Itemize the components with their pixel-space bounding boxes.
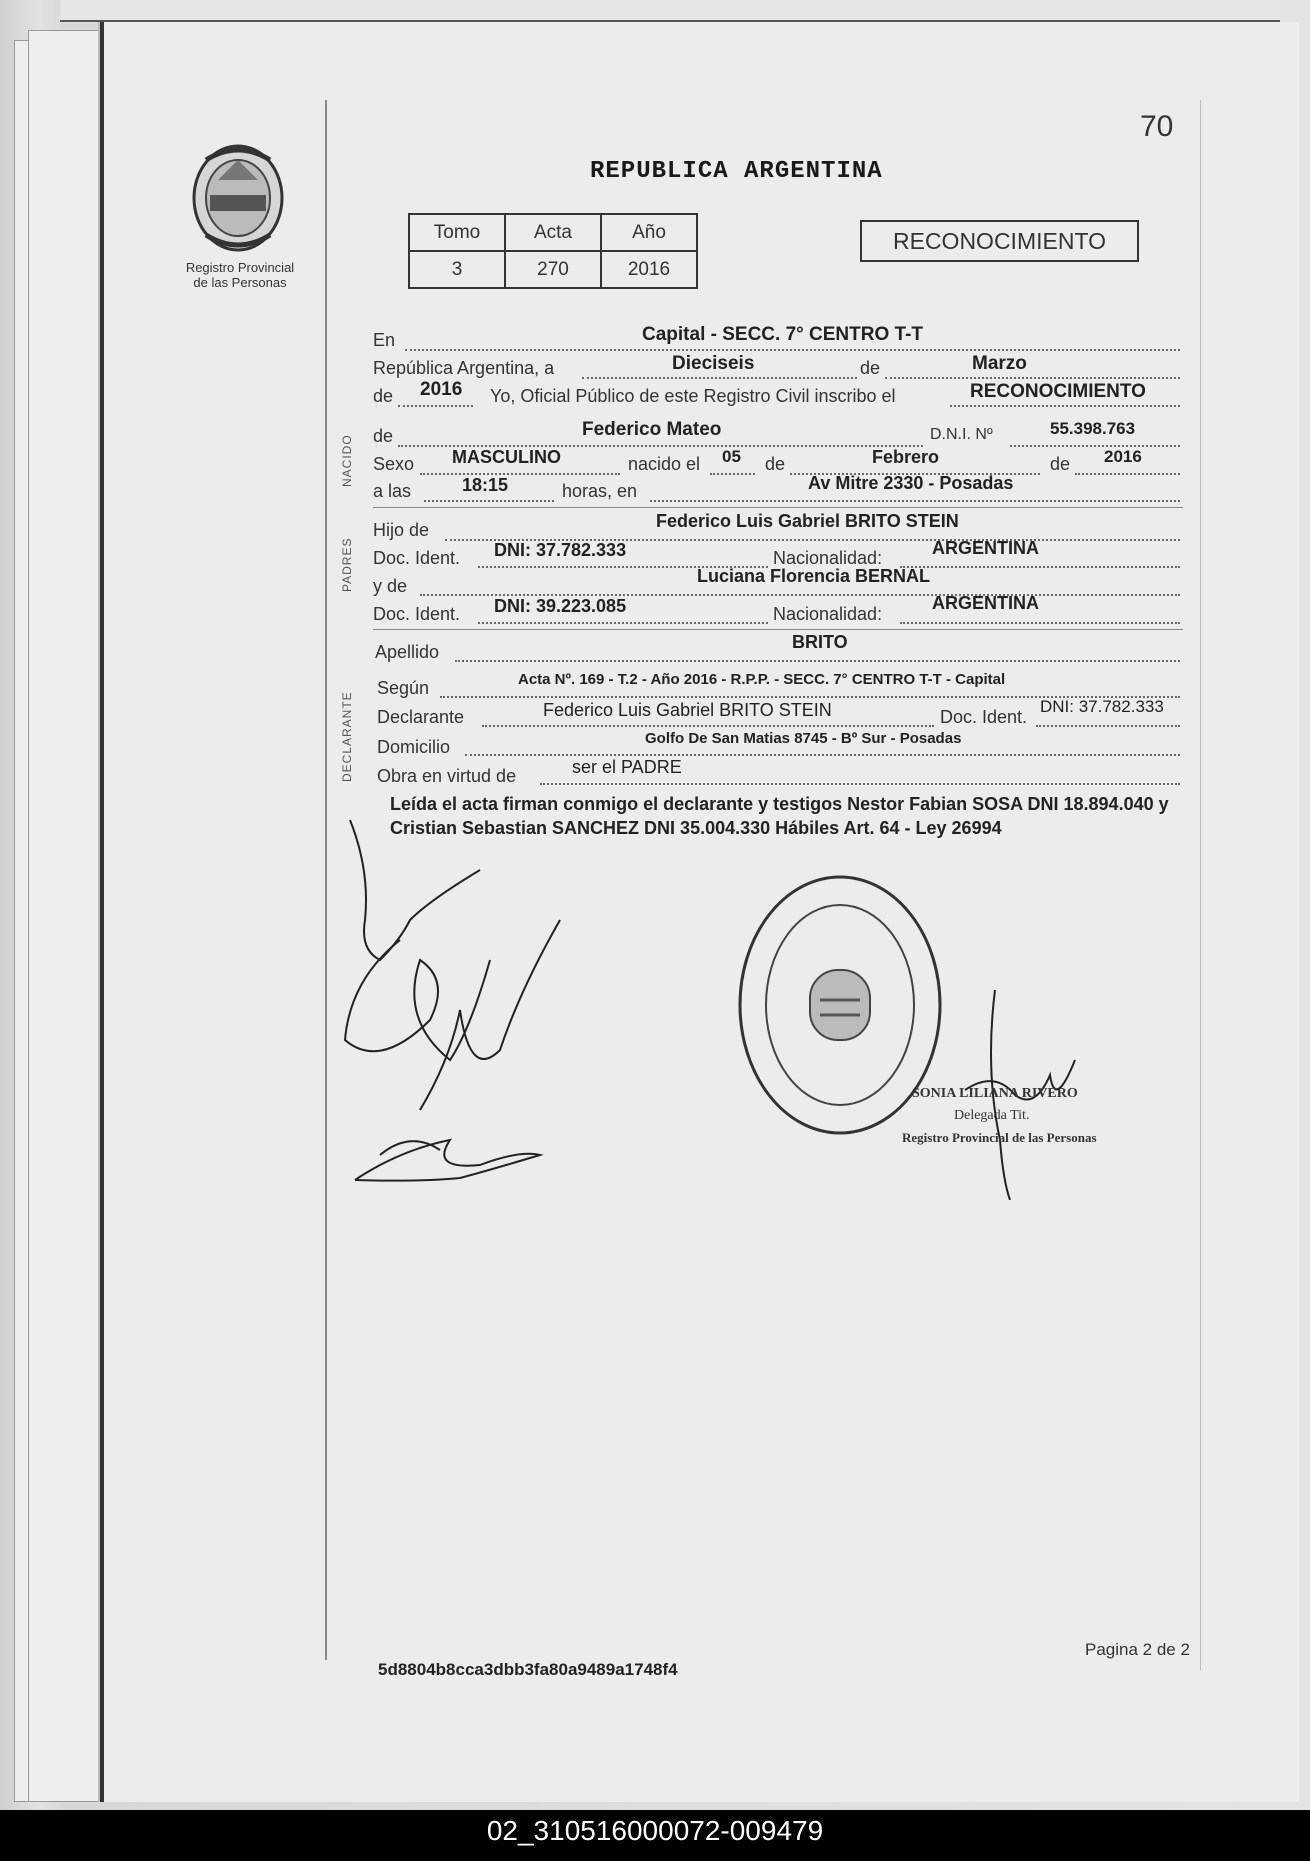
- officer-block: [902, 1083, 1097, 1149]
- value-nac-mes: Febrero: [872, 447, 940, 467]
- label-dni: D.N.I. Nº: [930, 426, 993, 443]
- value-acta: 270: [505, 251, 601, 288]
- page-indicator: Pagina 2 de 2: [1085, 1640, 1190, 1659]
- label-hijo-de: Hijo de: [373, 520, 430, 540]
- logo-caption-line1: Registro Provincial: [185, 260, 295, 275]
- logo-caption-line2: de las Personas: [193, 275, 287, 290]
- label-apellido: Apellido: [375, 642, 440, 662]
- register-value-row: [409, 251, 697, 288]
- page-number: 70: [1140, 110, 1174, 143]
- document-hash: 5d8804b8cca3dbb3fa80a9489a1748f4: [378, 1660, 678, 1679]
- label-segun: Según: [377, 678, 430, 698]
- dotted-line: [465, 754, 1180, 756]
- header-acta: Acta: [505, 214, 601, 251]
- dotted-line: [455, 660, 1180, 662]
- label-a-las: a las: [373, 481, 412, 501]
- document-title: REPUBLICA ARGENTINA: [590, 158, 883, 185]
- officer-role: Delegada Tit.: [954, 1108, 1030, 1123]
- label-nacionalidad-madre: Nacionalidad:: [773, 604, 883, 624]
- label-en: En: [373, 330, 396, 350]
- dotted-line: [885, 377, 1180, 379]
- label-de-nac-anio: de: [1050, 454, 1071, 474]
- value-obra: ser el PADRE: [572, 757, 682, 777]
- value-padre: Federico Luis Gabriel BRITO STEIN: [656, 511, 959, 531]
- value-declarante: Federico Luis Gabriel BRITO STEIN: [543, 700, 832, 720]
- top-sheet-edge: [60, 0, 1280, 22]
- value-madre: Luciana Florencia BERNAL: [697, 566, 931, 586]
- side-label-declarante: DECLARANTE: [340, 691, 354, 782]
- value-madre-doc: DNI: 39.223.085: [494, 596, 627, 616]
- label-nacionalidad-padre: Nacionalidad:: [773, 548, 883, 568]
- coat-of-arms-icon: [188, 140, 288, 255]
- label-declarante: Declarante: [377, 707, 465, 727]
- footer-id: 02_310516000072-009479: [486, 1815, 824, 1846]
- value-mes: Marzo: [972, 353, 1027, 374]
- label-de-nac-mes: de: [765, 454, 786, 474]
- value-padre-nac: ARGENTINA: [932, 538, 1039, 558]
- value-dia: Dieciseis: [672, 353, 755, 374]
- dotted-line: [900, 622, 1180, 624]
- dotted-line: [582, 377, 857, 379]
- header-tomo: Tomo: [409, 214, 505, 251]
- dotted-line: [482, 725, 934, 727]
- section-divider: [373, 507, 1183, 508]
- label-horas-en: horas, en: [562, 481, 638, 501]
- header-anio: Año: [601, 214, 697, 251]
- value-declarante-doc: DNI: 37.782.333: [1040, 697, 1164, 716]
- value-apellido: BRITO: [792, 632, 848, 652]
- dotted-line: [950, 405, 1180, 407]
- side-label-nacido: NACIDO: [340, 434, 354, 487]
- value-hora: 18:15: [462, 475, 509, 495]
- dotted-line: [1075, 473, 1180, 475]
- dotted-line: [398, 405, 473, 407]
- label-y-de: y de: [373, 576, 408, 596]
- label-obra: Obra en virtud de: [377, 766, 517, 786]
- label-yo-oficial: Yo, Oficial Público de este Registro Civil inscribo el: [490, 386, 896, 406]
- label-sexo: Sexo: [373, 454, 415, 474]
- dotted-line: [424, 500, 554, 502]
- value-anio: 2016: [420, 379, 463, 400]
- value-lugar: Capital - SECC. 7° CENTRO T-T: [642, 324, 924, 345]
- value-nombre: Federico Mateo: [582, 419, 722, 440]
- value-anio: 2016: [601, 251, 697, 288]
- right-margin-rule: [1200, 100, 1201, 1670]
- label-doc-ident-padre: Doc. Ident.: [373, 548, 461, 568]
- dotted-line: [405, 349, 1180, 351]
- register-table: [408, 213, 698, 289]
- value-nac-anio: 2016: [1104, 447, 1142, 466]
- dotted-line: [650, 500, 1180, 502]
- register-header-row: [409, 214, 697, 251]
- label-nacido-el: nacido el: [628, 454, 701, 474]
- value-sexo: MASCULINO: [452, 447, 561, 467]
- dotted-line: [1010, 445, 1180, 447]
- signature-scribbles: [340, 810, 570, 1190]
- act-type-box: RECONOCIMIENTO: [860, 220, 1139, 262]
- dotted-line: [1036, 725, 1180, 727]
- value-segun: Acta Nº. 169 - T.2 - Año 2016 - R.P.P. - SECC. 7° CENTRO T-T - Capital: [518, 671, 1006, 688]
- value-dni: 55.398.763: [1050, 419, 1136, 438]
- value-nac-dia: 05: [722, 447, 741, 466]
- section-divider: [373, 629, 1183, 630]
- dotted-line: [900, 566, 1180, 568]
- closing-paragraph: Leída el acta firman conmigo el declarante y testigos Nestor Fabian SOSA DNI 18.894.040 y Cristian Sebastian SANCHEZ DNI 35.004.330 Hábiles Art. 64 - Ley 26994: [390, 794, 1169, 838]
- value-tomo: 3: [409, 251, 505, 288]
- label-de-anio: de: [373, 386, 394, 406]
- dotted-line: [540, 783, 1180, 785]
- officer-name: SONIA LILIANA RIVERO: [912, 1086, 1078, 1101]
- dotted-line: [710, 473, 755, 475]
- label-domicilio: Domicilio: [377, 737, 451, 757]
- logo-caption: [165, 260, 315, 290]
- left-margin-rule: [325, 100, 327, 1660]
- officer-office: Registro Provincial de las Personas: [902, 1130, 1097, 1145]
- label-de-nombre: de: [373, 426, 394, 446]
- label-de-mes: de: [860, 358, 881, 378]
- value-madre-nac: ARGENTINA: [932, 593, 1039, 613]
- value-padre-doc: DNI: 37.782.333: [494, 540, 627, 560]
- side-label-padres: PADRES: [340, 537, 354, 592]
- label-republica: República Argentina, a: [373, 358, 555, 378]
- label-doc-ident-madre: Doc. Ident.: [373, 604, 461, 624]
- value-acto: RECONOCIMIENTO: [970, 381, 1146, 402]
- dotted-line: [420, 473, 620, 475]
- dotted-line: [478, 622, 768, 624]
- value-lugar-nac: Av Mitre 2330 - Posadas: [808, 473, 1014, 493]
- value-domicilio: Golfo De San Matias 8745 - Bº Sur - Posadas: [645, 730, 962, 747]
- label-doc-ident-declarante: Doc. Ident.: [940, 707, 1028, 727]
